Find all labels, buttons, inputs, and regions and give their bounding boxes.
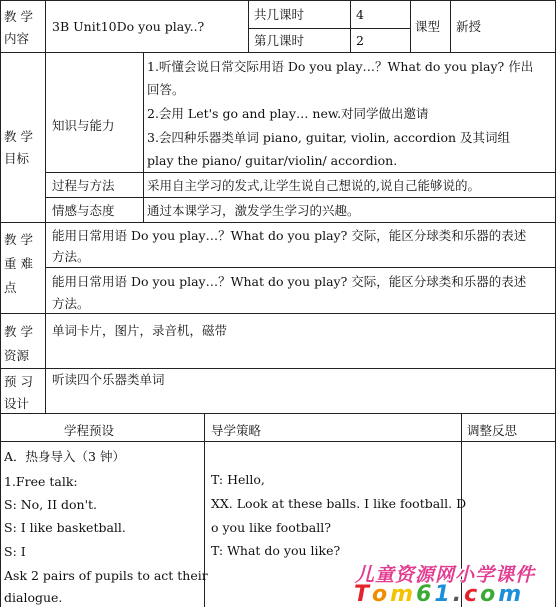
col-header-strategy: 导学策略 (211, 423, 262, 438)
watermark-letter: . (452, 582, 463, 607)
watermark-letter: m (498, 582, 523, 607)
preset-line: S: No, II don't. (4, 497, 98, 512)
knowledge-line: play the piano/ guitar/violin/ accordion. (147, 153, 398, 168)
key-points-label: 教 学 重 难 点 (4, 232, 33, 295)
divider (0, 222, 556, 223)
divider (410, 0, 411, 52)
preset-line: S: I (4, 544, 26, 559)
preset-line: A．热身导入（3 钟） (4, 449, 125, 464)
content-value: 3B Unit10Do you play..? (52, 19, 205, 34)
emotion-value: 通过本课学习，激发学生学习的兴趣。 (147, 203, 360, 218)
divider (0, 441, 556, 442)
divider (45, 267, 556, 268)
preset-line: S: I like basketball. (4, 520, 126, 535)
knowledge-line: 3.会四种乐器类单词 piano, guitar, violin, accordion 及其词组 (147, 130, 511, 145)
preset-line: 1.Free talk: (4, 474, 78, 489)
divider (248, 0, 249, 52)
watermark-letter: m (390, 582, 415, 607)
knowledge-label: 知识与能力 (52, 118, 115, 133)
content-label: 教 学 内容 (4, 9, 33, 46)
divider (45, 0, 46, 413)
process-method-value: 采用自主学习的发式,让学生说自己想说的,说自己能够说的。 (147, 178, 480, 193)
difficulty-line: 方法。 (52, 296, 90, 311)
preset-line: Ask 2 pairs of pupils to act their (4, 568, 208, 583)
total-hours-label: 共几课时 (254, 7, 305, 22)
table-border-left (0, 0, 1, 607)
watermark-letter: o (372, 582, 389, 607)
divider (350, 0, 351, 52)
objectives-label: 教 学 目标 (4, 129, 33, 166)
watermark-bottom-text (353, 582, 523, 607)
table-border-top (0, 0, 556, 1)
divider (45, 172, 556, 173)
which-hour-label: 第几课时 (254, 33, 305, 48)
strategy-line: o you like football? (211, 520, 331, 535)
knowledge-line: 回答。 (147, 82, 185, 97)
focus-line: 能用日常用语 Do you play…？What do you play? 交际，能区分球类和乐器的表述 (52, 228, 527, 243)
divider (0, 413, 556, 414)
which-hour-value: 2 (356, 33, 364, 48)
divider (45, 197, 556, 198)
resources-value: 单词卡片，图片，录音机，磁带 (52, 323, 228, 338)
preview-value: 听读四个乐器类单词 (52, 372, 165, 387)
process-method-label: 过程与方法 (52, 178, 115, 193)
difficulty-line: 能用日常用语 Do you play…？What do you play? 交际，能区分球类和乐器的表述 (52, 274, 527, 289)
watermark-top-text: 儿童资源网小学课件 (355, 564, 536, 586)
divider (0, 52, 556, 53)
watermark-letter: T (354, 582, 371, 607)
strategy-line: T: What do you like? (211, 543, 341, 558)
total-hours-value: 4 (356, 7, 364, 22)
divider (248, 28, 410, 29)
strategy-line: T: Hello, (211, 472, 265, 487)
watermark-letter: 6 (416, 582, 433, 607)
divider (0, 368, 556, 369)
watermark-letter: c (464, 582, 479, 607)
lesson-type-label: 课型 (415, 19, 441, 34)
strategy-line: XX. Look at these balls. I like football. D (211, 496, 467, 511)
preset-line: dialogue. (4, 590, 63, 605)
knowledge-line: 1.听懂会说日常交际用语 Do you play…？What do you play? 作出 (147, 59, 534, 74)
col-header-reflection: 调整反思 (467, 423, 518, 438)
lesson-type-value: 新授 (456, 19, 482, 34)
watermark-letter: o (480, 582, 497, 607)
resources-label: 教 学 资源 (4, 324, 33, 363)
preview-label: 预 习 设计 (4, 374, 33, 411)
knowledge-line: 2.会用 Let's go and play… new.对同学做出邀请 (147, 106, 429, 121)
watermark-letter: 1 (434, 582, 451, 607)
col-header-preset: 学程预设 (64, 423, 115, 438)
emotion-label: 情感与态度 (52, 203, 115, 218)
site-watermark (345, 560, 555, 606)
divider (0, 313, 556, 314)
divider (450, 0, 451, 52)
focus-line: 方法。 (52, 249, 90, 264)
